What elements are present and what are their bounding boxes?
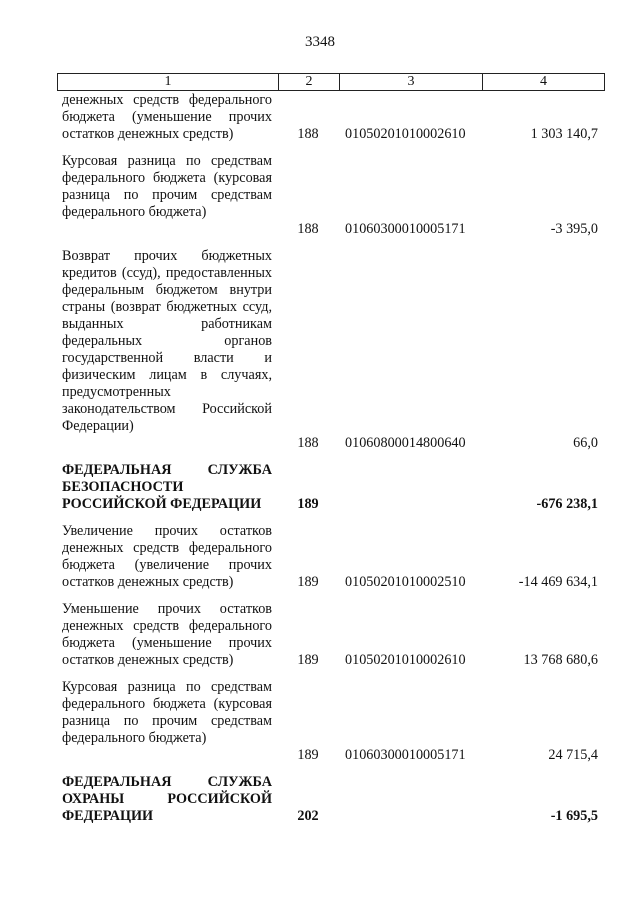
header-col-4: 4 bbox=[540, 74, 547, 89]
header-col-2: 2 bbox=[279, 74, 340, 90]
row-code: 188 bbox=[297, 126, 319, 142]
row-code: 189 bbox=[297, 747, 319, 763]
row-description: Уменьшение прочих остатков денежных средств федерального бюджета (уменьшение прочих остатков денежных средств) bbox=[62, 601, 272, 668]
table-row bbox=[0, 92, 640, 143]
row-amount: 1 303 140,7 bbox=[530, 126, 598, 142]
row-description: Курсовая разница по средствам федерального бюджета (курсовая разница по прочим средствам федерального бюджета) bbox=[62, 679, 272, 746]
row-classification: 01060300010005171 bbox=[345, 747, 466, 763]
row-code: 189 bbox=[297, 496, 319, 512]
row-classification: 01050201010002510 bbox=[345, 574, 466, 590]
table-body bbox=[0, 92, 640, 825]
row-description: Возврат прочих бюджетных кредитов (ссуд), предоставленных федеральным бюджетом внутри страны (возврат бюджетных ссуд, выданных работникам федеральных органов государственной власти и физическим лицам в случаях, предусмотренных законодательством Российской Федерации) bbox=[62, 248, 272, 434]
row-code: 189 bbox=[297, 652, 319, 668]
row-amount: 66,0 bbox=[573, 435, 598, 451]
table-row bbox=[0, 153, 640, 238]
row-amount: -14 469 634,1 bbox=[518, 574, 598, 590]
row-amount: -676 238,1 bbox=[536, 496, 598, 512]
row-code: 189 bbox=[297, 574, 319, 590]
row-amount: -1 695,5 bbox=[550, 808, 598, 824]
page-number: 3348 bbox=[305, 34, 335, 50]
table-row bbox=[0, 462, 640, 513]
row-description: Курсовая разница по средствам федерального бюджета (курсовая разница по прочим средствам федерального бюджета) bbox=[62, 153, 272, 220]
row-amount: 13 768 680,6 bbox=[523, 652, 598, 668]
table-row bbox=[0, 248, 640, 452]
section-heading: ФЕДЕРАЛЬНАЯ СЛУЖБА БЕЗОПАСНОСТИ РОССИЙСКОЙ ФЕДЕРАЦИИ bbox=[62, 462, 272, 512]
row-code: 188 bbox=[297, 221, 319, 237]
row-description: Увеличение прочих остатков денежных средств федерального бюджета (увеличение прочих остатков денежных средств) bbox=[62, 523, 272, 590]
table-row bbox=[0, 523, 640, 591]
row-description: денежных средств федерального бюджета (уменьшение прочих остатков денежных средств) bbox=[62, 92, 272, 142]
table-row bbox=[0, 774, 640, 825]
header-col-3: 3 bbox=[340, 74, 483, 90]
header-col-1: 1 bbox=[58, 74, 279, 90]
row-classification: 01060300010005171 bbox=[345, 221, 466, 237]
row-amount: -3 395,0 bbox=[550, 221, 598, 237]
row-classification: 01050201010002610 bbox=[345, 126, 466, 142]
section-heading: ФЕДЕРАЛЬНАЯ СЛУЖБА ОХРАНЫ РОССИЙСКОЙ ФЕДЕРАЦИИ bbox=[62, 774, 272, 824]
row-classification: 01050201010002610 bbox=[345, 652, 466, 668]
row-amount: 24 715,4 bbox=[548, 747, 598, 763]
table-row bbox=[0, 679, 640, 764]
table-row bbox=[0, 601, 640, 669]
row-code: 202 bbox=[297, 808, 319, 824]
row-code: 188 bbox=[297, 435, 319, 451]
table-header bbox=[57, 73, 605, 91]
row-classification: 01060800014800640 bbox=[345, 435, 466, 451]
